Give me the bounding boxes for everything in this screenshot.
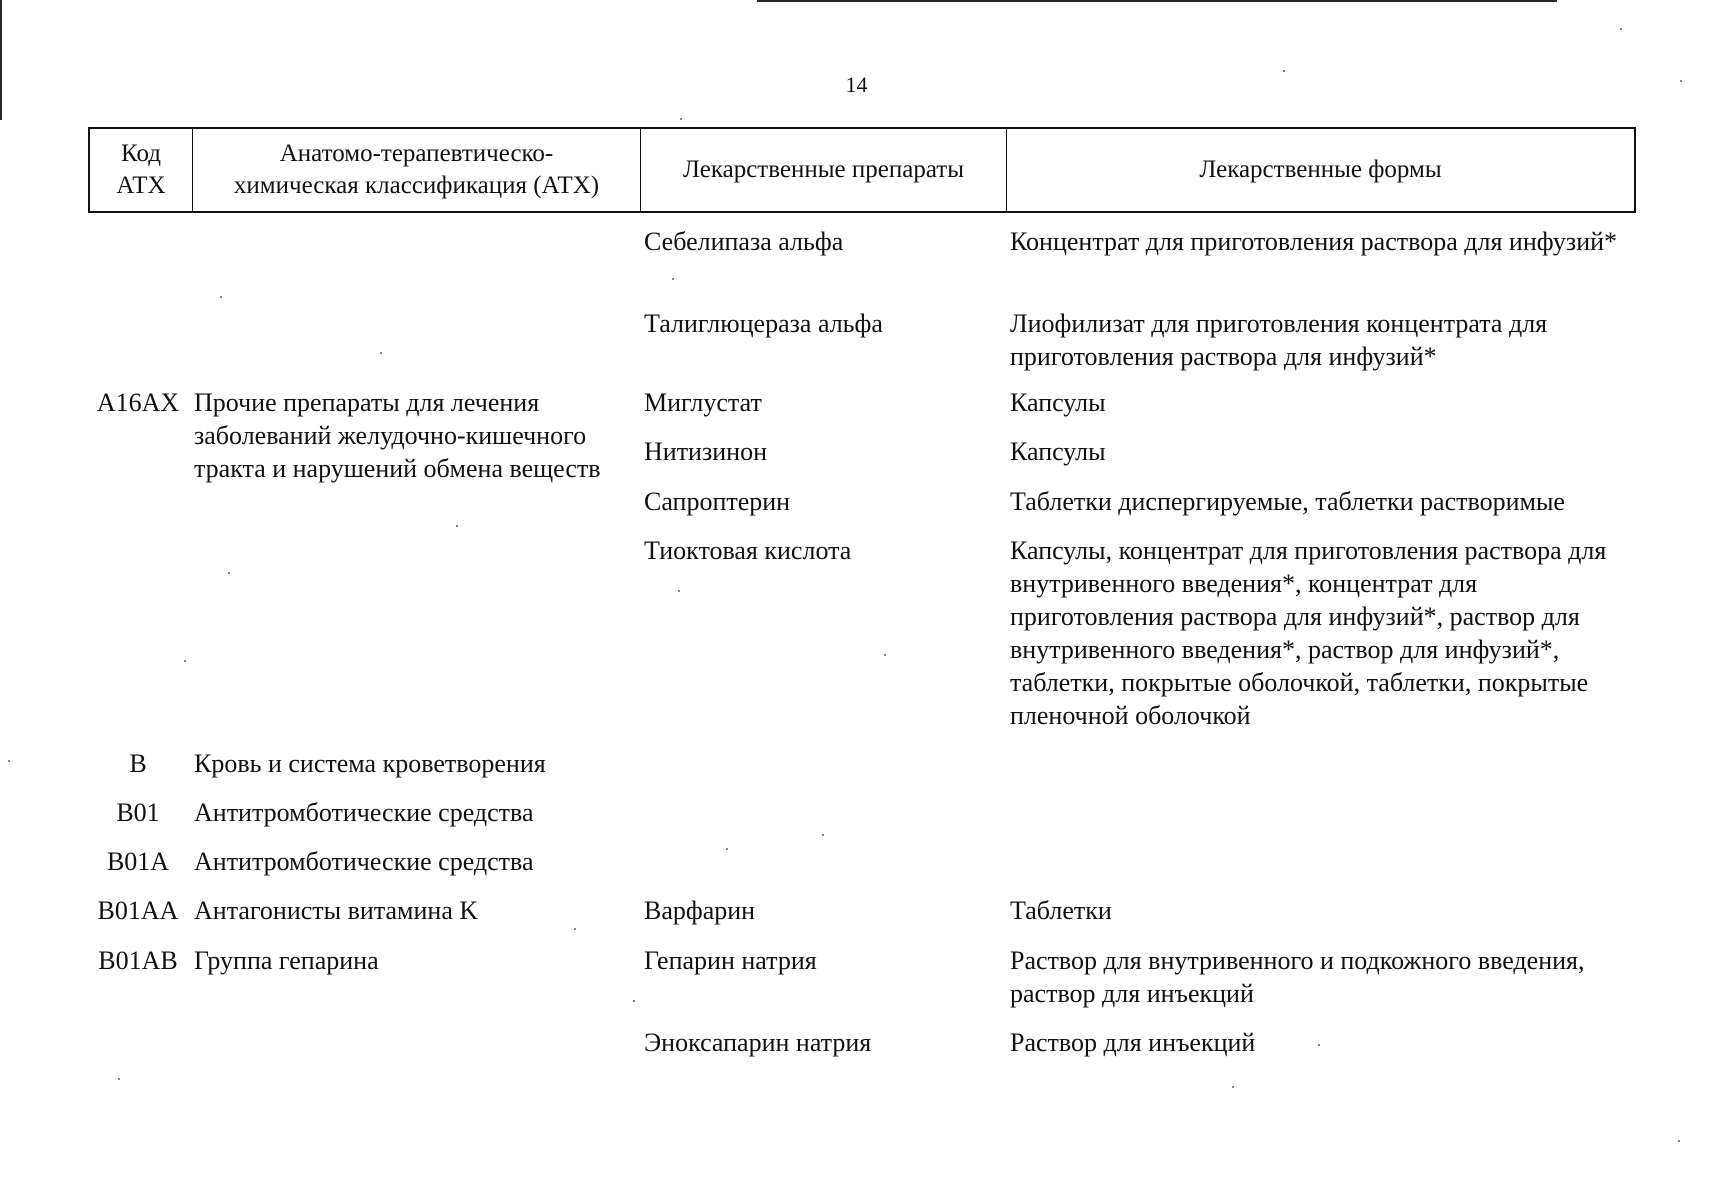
drug-name: Сапроптерин — [644, 487, 791, 516]
atc-code: A16AX — [96, 388, 180, 417]
page-number: 14 — [845, 72, 868, 97]
scan-speck — [184, 660, 186, 662]
atc-group-name: Антагонисты витамина K — [194, 896, 479, 925]
scan-speck — [726, 848, 728, 850]
scan-top-rule — [757, 0, 1557, 2]
drug-name: Эноксапарин натрия — [644, 1028, 872, 1057]
scan-speck — [228, 572, 230, 574]
atc-group-name: Антитромботические средства — [194, 798, 534, 827]
atc-group-name: Кровь и система кроветворения — [194, 749, 546, 778]
atc-code: B01A — [106, 847, 170, 876]
scan-speck — [1620, 28, 1622, 30]
dosage-form: Капсулы, концентрат для приготовления раствора для внутривенного введения*, концентрат для приготовления раствора для инфузий*, раствор для внутривенного введения*, раствор для инфузий*, таблетки, покрытые оболочкой, таблетки, покрытые пленочной оболочкой — [1010, 536, 1607, 730]
scan-speck — [633, 1000, 635, 1002]
dosage-form: Капсулы — [1010, 388, 1106, 417]
dosage-form: Раствор для инъекций — [1010, 1028, 1256, 1057]
drug-name: Талиглюцераза альфа — [644, 309, 883, 338]
scan-speck — [884, 654, 886, 656]
scan-speck — [1678, 1140, 1680, 1142]
drug-name: Тиоктовая кислота — [644, 536, 852, 565]
dosage-form: Таблетки диспергируемые, таблетки растворимые — [1010, 487, 1565, 516]
scan-speck — [680, 118, 682, 120]
drug-name: Нитизинон — [644, 437, 767, 466]
atc-code: B01AB — [98, 946, 178, 975]
scan-speck — [8, 760, 10, 762]
scan-speck — [118, 1078, 120, 1080]
drug-name: Миглустат — [644, 388, 762, 417]
drug-name: Варфарин — [644, 896, 756, 925]
table-header — [88, 127, 1636, 213]
scan-speck — [822, 834, 824, 836]
atc-code: B — [129, 749, 147, 778]
atc-group-name: Прочие препараты для лечения заболеваний желудочно-кишечного тракта и нарушений обмена веществ — [194, 388, 601, 483]
atc-code: B01 — [116, 798, 160, 827]
dosage-form: Таблетки — [1010, 896, 1112, 925]
header-code: Код АТХ — [90, 129, 193, 211]
scan-speck — [1232, 1086, 1234, 1088]
scan-speck — [380, 352, 382, 354]
dosage-form: Капсулы — [1010, 437, 1106, 466]
drug-name: Гепарин натрия — [644, 946, 817, 975]
dosage-form: Концентрат для приготовления раствора для инфузий* — [1010, 227, 1618, 256]
scan-speck — [672, 278, 674, 280]
header-drugs: Лекарственные препараты — [641, 129, 1007, 211]
dosage-form: Раствор для внутривенного и подкожного введения, раствор для инъекций — [1010, 946, 1585, 1008]
scan-speck — [456, 525, 458, 527]
scan-speck — [220, 296, 222, 298]
dosage-form: Лиофилизат для приготовления концентрата для приготовления раствора для инфузий* — [1010, 309, 1548, 371]
header-dosage-forms: Лекарственные формы — [1199, 156, 1442, 183]
atc-code: B01AA — [97, 896, 179, 925]
scan-speck — [574, 928, 576, 930]
header-atc-classification: Анатомо-терапевтическо- химическая классификация (АТХ) — [193, 129, 641, 211]
scan-speck — [678, 590, 680, 592]
scan-left-edge — [0, 0, 2, 120]
atc-group-name: Группа гепарина — [194, 946, 379, 975]
drug-name: Себелипаза альфа — [644, 227, 844, 256]
atc-group-name: Антитромботические средства — [194, 847, 534, 876]
